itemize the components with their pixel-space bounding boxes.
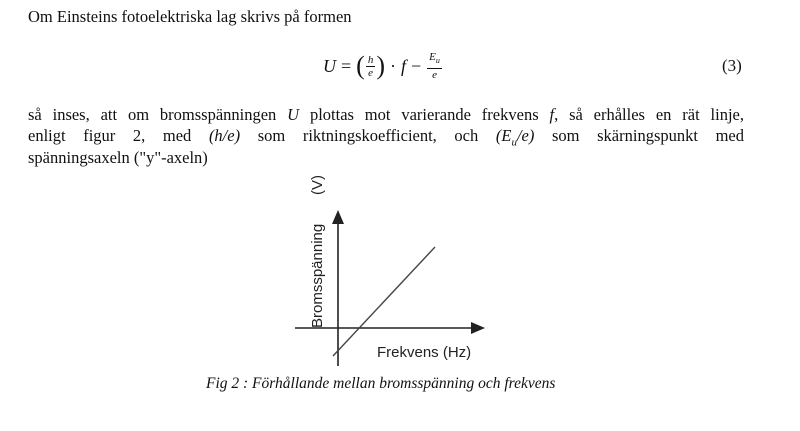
y-axis-unit: (V) (309, 175, 326, 195)
eq-frac2-num-sub: u (435, 56, 440, 66)
p2-math-eu-over-e (495, 126, 535, 149)
intro-text: Om Einsteins fotoelektriska lag skrivs på formen (28, 7, 352, 26)
p1-var-U: U (287, 105, 300, 124)
figure-2-diagram (290, 168, 500, 368)
eq-f: f (401, 55, 407, 76)
eq-dot: · (390, 55, 396, 76)
x-axis-arrowhead (471, 322, 485, 334)
p2-math-eu-a: (E (495, 126, 512, 145)
eq-fraction-h-over-e (366, 54, 376, 79)
equation (323, 46, 443, 86)
equation-number: (3) (722, 56, 742, 75)
y-axis-arrowhead (332, 210, 344, 224)
eq-frac2-den: e (432, 68, 437, 81)
paragraph-line-1 (28, 105, 744, 125)
p1-text-c: , så erhålles en rät linje, (554, 105, 744, 124)
eq-equals: = (341, 55, 352, 76)
eq-frac2-num-main: E (429, 51, 436, 64)
p2-text-b: som riktningskoefficient, och (240, 126, 496, 145)
p1-text-b: plottas mot varierande frekvens (299, 105, 550, 124)
p1-text-a: så inses, att om bromsspänningen (28, 105, 288, 124)
eq-frac1-den: e (368, 66, 374, 79)
x-axis-label: Frekvens (Hz) (377, 344, 472, 361)
eq-frac1-num: h (367, 53, 374, 66)
paragraph-line-3: spänningsaxeln ("y"-axeln) (28, 148, 208, 167)
eq-paren-close: ) (376, 51, 385, 80)
eq-frac2-num (427, 51, 442, 68)
p2-text-a: enligt figur 2, med (28, 126, 209, 145)
figure-caption: Fig 2 : Förhållande mellan bromsspänning och frekvens (206, 375, 556, 392)
eq-minus: − (411, 55, 422, 76)
p2-math-eu-sub: u (511, 136, 517, 149)
p2-math-eu-b: /e) (516, 126, 535, 145)
p2-text-c: som skärningspunkt med (534, 126, 744, 145)
eq-lhs: U (323, 55, 336, 76)
eq-fraction-eu-over-e (427, 51, 442, 80)
p1-var-f: f (549, 105, 555, 124)
p2-math-h-over-e: (h/e) (208, 126, 241, 145)
u-vs-f-line (333, 247, 435, 356)
eq-paren-open: ( (356, 51, 365, 80)
y-axis-label: Bromsspänning (309, 223, 326, 328)
